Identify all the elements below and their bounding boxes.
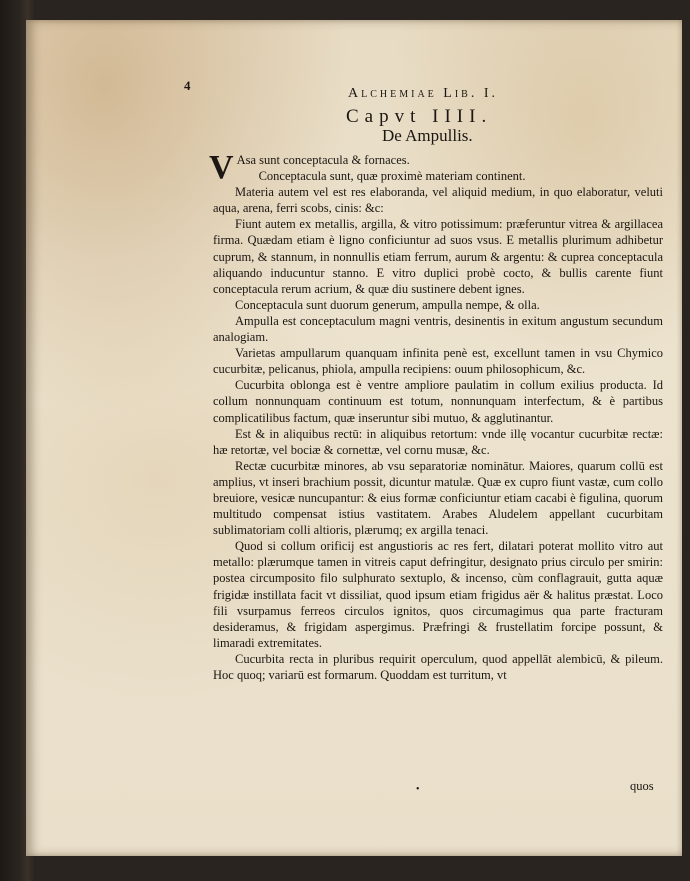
paragraph-10: Rectæ cucurbitæ minores, ab vsu separatoriæ nominātur. Maiores, quarum collū est amplius, vt inseri brachium possit, dicuntur matulæ. Quæ ex cupro fiunt vastæ, cum collo breuiore, vesicæ nuncupantur: & eius formæ conficiuntur etiam cacabi è figulina, quorum multitudo compensat istius vastitatem. Arabes Aludelem appellant cucurbitam sublimatoriam colli altioris, plærumq; ex argilla tenaci. (213, 458, 663, 538)
paragraph-1-text: Asa sunt conceptacula & fornaces. (236, 153, 410, 167)
paragraph-9: Est & in aliquibus rectū: in aliquibus retortum: vnde illę vocantur cucurbitæ rectæ: hæ retortæ, vel bociæ & cornettæ, vel cornu musæ, &c. (213, 426, 663, 457)
paragraph-6: Ampulla est conceptaculum magni ventris, desinentis in exitum angustum secundum analogiam. (213, 313, 663, 345)
running-head: Alchemiae Lib. I. (348, 86, 498, 101)
section-title: De Ampullis. (382, 126, 473, 145)
paragraph-8: Cucurbita oblonga est è ventre ampliore paulatim in collum exilius producta. Id collum nonnunquam continuum est totum, nonnunquam interfectum, & è partibus complicatilibus factum, quæ inseruntur sibi mutuo, & agglutinantur. (213, 378, 663, 425)
signature-mark: • (416, 784, 420, 795)
drop-cap: V (209, 149, 234, 186)
paragraph-2: Conceptacula sunt, quæ proximè materiam continent. (258, 169, 526, 184)
chapter-heading: Capvt IIII. (346, 106, 493, 127)
paragraph-7: Varietas ampullarum quanquam infinita penè est, excellunt tamen in vsu Chymico cucurbitæ, pelicanus, phiola, ampulla recipiens: ouum philosophicum, &c. (213, 346, 663, 377)
paragraph-3: Materia autem vel est res elaboranda, vel aliquid medium, in quo elaboratur, veluti aqua, arena, ferri scobs, cinis: &c: (213, 185, 663, 216)
paragraph-4: Fiunt autem ex metallis, argilla, & vitro potissimum: præferuntur vitrea & argillacea firma. Quædam etiam è ligno conficiuntur ad suos vsus. E metallis plurimum adhibetur cuprum, & stannum, in nonnullis etiam ferrum, aurum & argentu: & cuprea conceptacula aliquando inducuntur stanno. E vitro duplici probè cocto, & bullis carente fiunt conceptacula rerum acrium, & quæ diu sustinere debent ignes. (213, 217, 663, 296)
paragraph-11: Quod si collum orificij est angustioris ac res fert, dilatari poterat mollito vitro aut metallo: plærumque tamen in vitreis caput defringitur, designato prius circulo per smirin: postea circumposito filo sulphurato sextuplo, & incenso, cùm conflagrauit, gutta aquæ frigidæ instillata facit vt dissiliat, quod ipsum etiam frigidus aër & halitus præstat. Loco fili vsurpamus ferreos circulos ignitos, quos circumagimus qua parte fracturam desideramus, & frigidam aspergimus. Præfringi & frustellatim forcipe possunt, & limaradi extremitates. (213, 539, 663, 650)
paragraph-5: Conceptacula sunt duorum generum, ampulla nempe, & olla. (235, 297, 540, 312)
page-number: 4 (184, 78, 191, 93)
body-text (209, 149, 663, 683)
catchword: quos (630, 779, 654, 793)
paragraph-12: Cucurbita recta in pluribus requirit operculum, quod appellāt alembicū, & pileum. Hoc quoq; variarū est formarum. Quoddam est turritum, vt (213, 651, 663, 682)
book-page (26, 20, 682, 856)
